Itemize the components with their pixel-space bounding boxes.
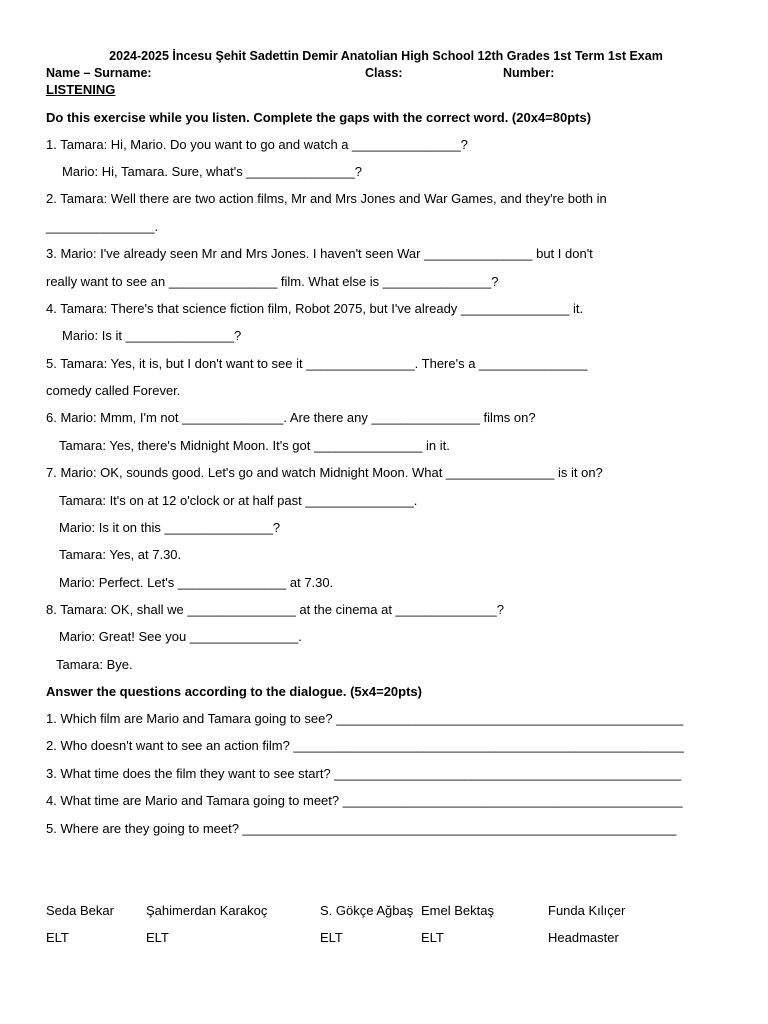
dialogue-line: Mario: Great! See you _______________. [59, 629, 302, 644]
signature-role: Headmaster [548, 930, 619, 945]
question-line: 2. Who doesn't want to see an action film? ______________________________________________________ [46, 738, 684, 753]
dialogue-line: 2. Tamara: Well there are two action films, Mr and Mrs Jones and War Games, and they're both in [46, 191, 607, 206]
signature-name: Emel Bektaş [421, 903, 494, 918]
dialogue-line: Mario: Is it _______________? [62, 328, 242, 343]
question-line: 3. What time does the film they want to see start? ________________________________________________ [46, 766, 682, 781]
exam-title: 2024-2025 İncesu Şehit Sadettin Demir Anatolian High School 12th Grades 1st Term 1st Exam [109, 49, 663, 63]
signature-name: S. Gökçe Ağbaş [320, 903, 414, 918]
dialogue-line: Mario: Hi, Tamara. Sure, what's _______________? [62, 164, 362, 179]
signature-role: ELT [320, 930, 343, 945]
signature-name: Şahimerdan Karakoç [146, 903, 268, 918]
name-surname-label: Name – Surname: [46, 66, 152, 80]
dialogue-line: Mario: Is it on this _______________? [59, 520, 281, 535]
dialogue-line: Tamara: It's on at 12 o'clock or at half past _______________. [59, 493, 418, 508]
signature-name: Seda Bekar [46, 903, 114, 918]
class-label: Class: [365, 66, 403, 80]
question-line: 4. What time are Mario and Tamara going to meet? _______________________________________________ [46, 793, 683, 808]
dialogue-line: 7. Mario: OK, sounds good. Let's go and watch Midnight Moon. What _______________ is it on? [46, 465, 603, 480]
dialogue-line: 3. Mario: I've already seen Mr and Mrs Jones. I haven't seen War _______________ but I don't [46, 246, 593, 261]
question-line: 1. Which film are Mario and Tamara going to see? ________________________________________________ [46, 711, 684, 726]
dialogue-line: 6. Mario: Mmm, I'm not ______________. Are there any _______________ films on? [46, 410, 536, 425]
dialogue-line: 5. Tamara: Yes, it is, but I don't want to see it _______________. There's a _______________ [46, 356, 588, 371]
dialogue-line: 8. Tamara: OK, shall we _______________ at the cinema at ______________? [46, 602, 504, 617]
signature-role: ELT [421, 930, 444, 945]
signature-role: ELT [46, 930, 69, 945]
dialogue-line: Tamara: Yes, at 7.30. [59, 547, 182, 562]
dialogue-line: Tamara: Yes, there's Midnight Moon. It's got _______________ in it. [59, 438, 450, 453]
number-label: Number: [503, 66, 555, 80]
dialogue-line: really want to see an _______________ film. What else is _______________? [46, 274, 499, 289]
section-heading-listening: LISTENING [46, 82, 116, 97]
instructions-gap-fill: Do this exercise while you listen. Complete the gaps with the correct word. (20x4=80pts) [46, 110, 592, 125]
dialogue-line: Mario: Perfect. Let's _______________ at 7.30. [59, 575, 334, 590]
dialogue-line: _______________. [46, 219, 159, 234]
dialogue-line: 1. Tamara: Hi, Mario. Do you want to go and watch a _______________? [46, 137, 468, 152]
signature-role: ELT [146, 930, 169, 945]
dialogue-line: comedy called Forever. [46, 383, 181, 398]
dialogue-line: 4. Tamara: There's that science fiction film, Robot 2075, but I've already _______________ it. [46, 301, 584, 316]
dialogue-line: Tamara: Bye. [56, 657, 133, 672]
instructions-questions: Answer the questions according to the dialogue. (5x4=20pts) [46, 684, 422, 699]
question-line: 5. Where are they going to meet? ____________________________________________________________ [46, 821, 677, 836]
signature-name: Funda Kılıçer [548, 903, 626, 918]
